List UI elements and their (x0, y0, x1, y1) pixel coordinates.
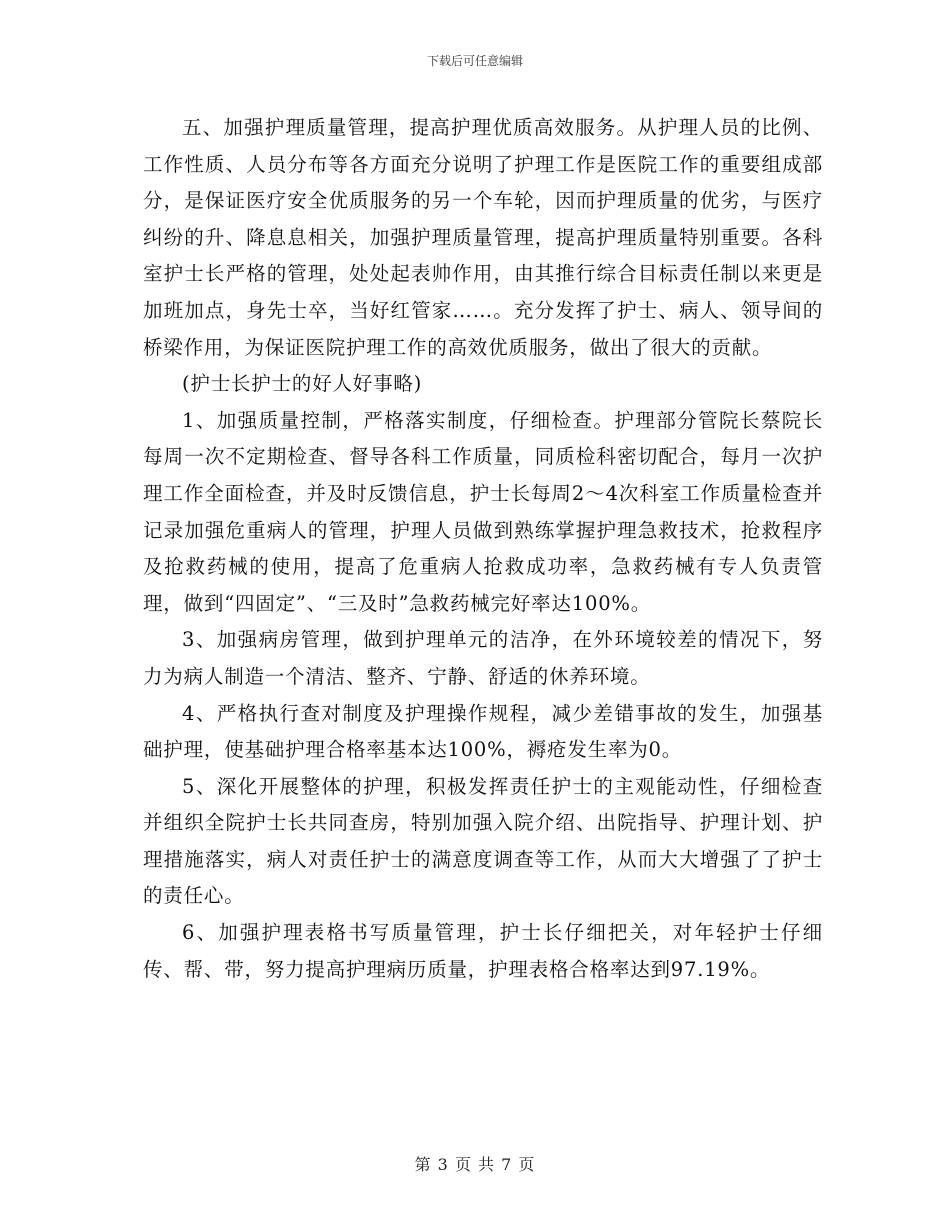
document-body (143, 110, 823, 988)
paragraph-holistic-nursing: 5、深化开展整体的护理，积极发挥责任护士的主观能动性，仔细检查并组织全院护士长共同查房，特别加强入院介绍、出院指导、护理计划、护理措施落实，病人对责任护士的满意度调查等工作，从而大大增强了了护士的责任心。 (143, 774, 823, 908)
paragraph-quality-management: 五、加强护理质量管理，提高护理优质高效服务。从护理人员的比例、工作性质、人员分布等各方面充分说明了护理工作是医院工作的重要组成部分，是保证医疗安全优质服务的另一个车轮，因而护理质量的优劣，与医疗纠纷的升、降息息相关，加强护理质量管理，提高护理质量特别重要。各科室护士长严格的管理，处处起表帅作用，由其推行综合目标责任制以来更是加班加点，身先士卒，当好红管家……。充分发挥了护士、病人、领导间的桥梁作用，为保证医院护理工作的高效优质服务，做出了很大的贡献。 (143, 116, 823, 359)
paragraph-ward-management: 3、加强病房管理，做到护理单元的洁净，在外环境较差的情况下，努力为病人制造一个清洁、整齐、宁静、舒适的休养环境。 (143, 628, 823, 688)
paragraph-check-system: 4、严格执行查对制度及护理操作规程，减少差错事故的发生，加强基础护理，使基础护理合格率基本达100%，褥疮发生率为0。 (143, 701, 823, 762)
paragraph-quality-control: 1、加强质量控制，严格落实制度，仔细检查。护理部分管院长蔡院长每周一次不定期检查、督导各科工作质量，同质检科密切配合，每月一次护理工作全面检查，并及时反馈信息，护士长每周2～4次科室工作质量检查并记录加强危重病人的管理，护理人员做到熟练掌握护理急救技术，抢救程序及抢救药械的使用，提高了危重病人抢救成功率，急救药械有专人负责管理，做到“四固定”、“三及时”急救药械完好率达100%。 (143, 408, 823, 615)
paragraph-good-deeds-note: (护士长护士的好人好事略) (182, 372, 423, 396)
page-header: 下载后可任意编辑 (426, 54, 523, 68)
paragraph-record-quality: 6、加强护理表格书写质量管理，护士长仔细把关，对年轻护士仔细传、帮、带，努力提高护理病历质量，护理表格合格率达到97.19%。 (143, 921, 823, 981)
page-footer: 第 3 页 共 7 页 (414, 1155, 536, 1174)
